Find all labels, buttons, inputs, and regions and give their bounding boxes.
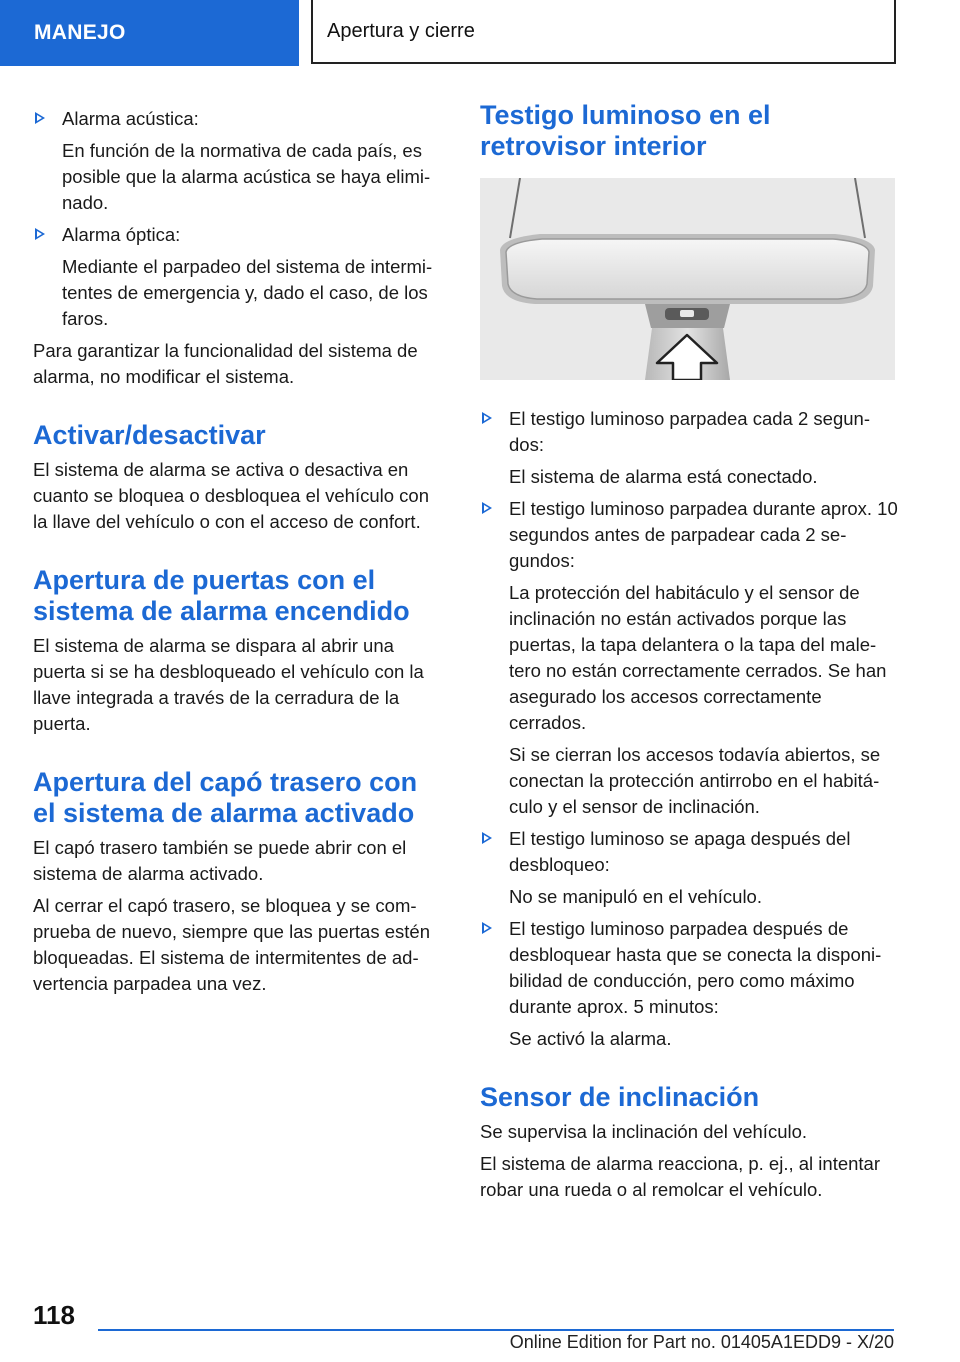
header-section-tab — [0, 0, 299, 66]
bullet-title: Alarma acústica: — [62, 108, 199, 129]
bullet-text: La protección del habitáculo y el sensor de inclinación no están activados porque las puertas, la tapa delantera o la tapa del male-tero no están correctamente cerrados. Se han asegurado los accesos correctamente cerrados. — [509, 582, 887, 733]
bullet-text: En función de la normativa de cada país, es posible que la alarma acústica se haya elimi-nado. — [62, 140, 431, 213]
left-column — [33, 100, 443, 1003]
list-item — [480, 496, 900, 574]
bullet-text: Si se cierran los accesos todavía abiertos, se conectan la protección antirrobo en el habitá-culo y el sensor de inclinación. — [509, 744, 881, 817]
section-heading: Testigo luminoso en el retrovisor interior — [480, 100, 771, 161]
section-title: MANEJO — [34, 21, 126, 44]
paragraph: El sistema de alarma se dispara al abrir una puerta si se ha desbloqueado el vehículo con la llave integrada a través de la cerradura de la puerta. — [33, 635, 424, 734]
bullet-title: El testigo luminoso se apaga después del desbloqueo: — [509, 828, 851, 875]
page-number: 118 — [33, 1300, 75, 1330]
bullet-title: El testigo luminoso parpadea después de desbloquear hasta que se conecta la disponi-bilidad de conducción, pero como máximo durante aprox. 5 minutos: — [509, 918, 882, 1017]
bullet-triangle-icon — [35, 228, 45, 240]
header-chapter-box — [311, 0, 896, 64]
list-item — [480, 826, 900, 878]
list-item — [480, 916, 900, 1020]
section-heading: Activar/desactivar — [33, 420, 266, 450]
chapter-title: Apertura y cierre — [327, 19, 475, 42]
bullet-title: El testigo luminoso parpadea durante aprox. 10 segundos antes de parpadear cada 2 se-gundos: — [509, 498, 898, 571]
footer-edition: Online Edition for Part no. 01405A1EDD9 - X/20 — [509, 1332, 894, 1352]
section-heading: Apertura del capó trasero con el sistema de alarma activado — [33, 767, 418, 828]
list-item — [33, 222, 443, 248]
footer-rule — [98, 1329, 894, 1331]
bullet-text: Se activó la alarma. — [509, 1028, 672, 1049]
bullet-title: Alarma óptica: — [62, 224, 181, 245]
bullet-text: Mediante el parpadeo del sistema de intermi-tentes de emergencia y, dado el caso, de los faros. — [62, 256, 433, 329]
right-column — [480, 100, 900, 1209]
bullet-triangle-icon — [482, 922, 492, 934]
bullet-text: No se manipuló en el vehículo. — [509, 886, 762, 907]
paragraph: El sistema de alarma reacciona, p. ej., al intentar robar una rueda o al remolcar el vehículo. — [480, 1153, 880, 1200]
rearview-mirror-illustration — [480, 178, 895, 380]
paragraph: Para garantizar la funcionalidad del sistema de alarma, no modificar el sistema. — [33, 340, 418, 387]
paragraph: Se supervisa la inclinación del vehículo. — [480, 1121, 808, 1142]
bullet-triangle-icon — [482, 502, 492, 514]
list-item — [33, 106, 443, 132]
paragraph: El capó trasero también se puede abrir con el sistema de alarma activado. — [33, 837, 407, 884]
bullet-triangle-icon — [35, 112, 45, 124]
paragraph: El sistema de alarma se activa o desactiva en cuanto se bloquea o desbloquea el vehículo con la llave del vehículo o con el acceso de confort. — [33, 459, 429, 532]
bullet-triangle-icon — [482, 412, 492, 424]
section-heading: Apertura de puertas con el sistema de alarma encendido — [33, 565, 410, 626]
section-heading: Sensor de inclinación — [480, 1082, 760, 1112]
list-item — [480, 406, 900, 458]
mirror-figure — [480, 178, 895, 380]
bullet-text: El sistema de alarma está conectado. — [509, 466, 818, 487]
bullet-triangle-icon — [482, 832, 492, 844]
bullet-title: El testigo luminoso parpadea cada 2 segun-dos: — [509, 408, 870, 455]
paragraph: Al cerrar el capó trasero, se bloquea y se com-prueba de nuevo, siempre que las puertas estén bloqueadas. El sistema de intermitentes de ad-vertencia parpadea una vez. — [33, 895, 430, 994]
